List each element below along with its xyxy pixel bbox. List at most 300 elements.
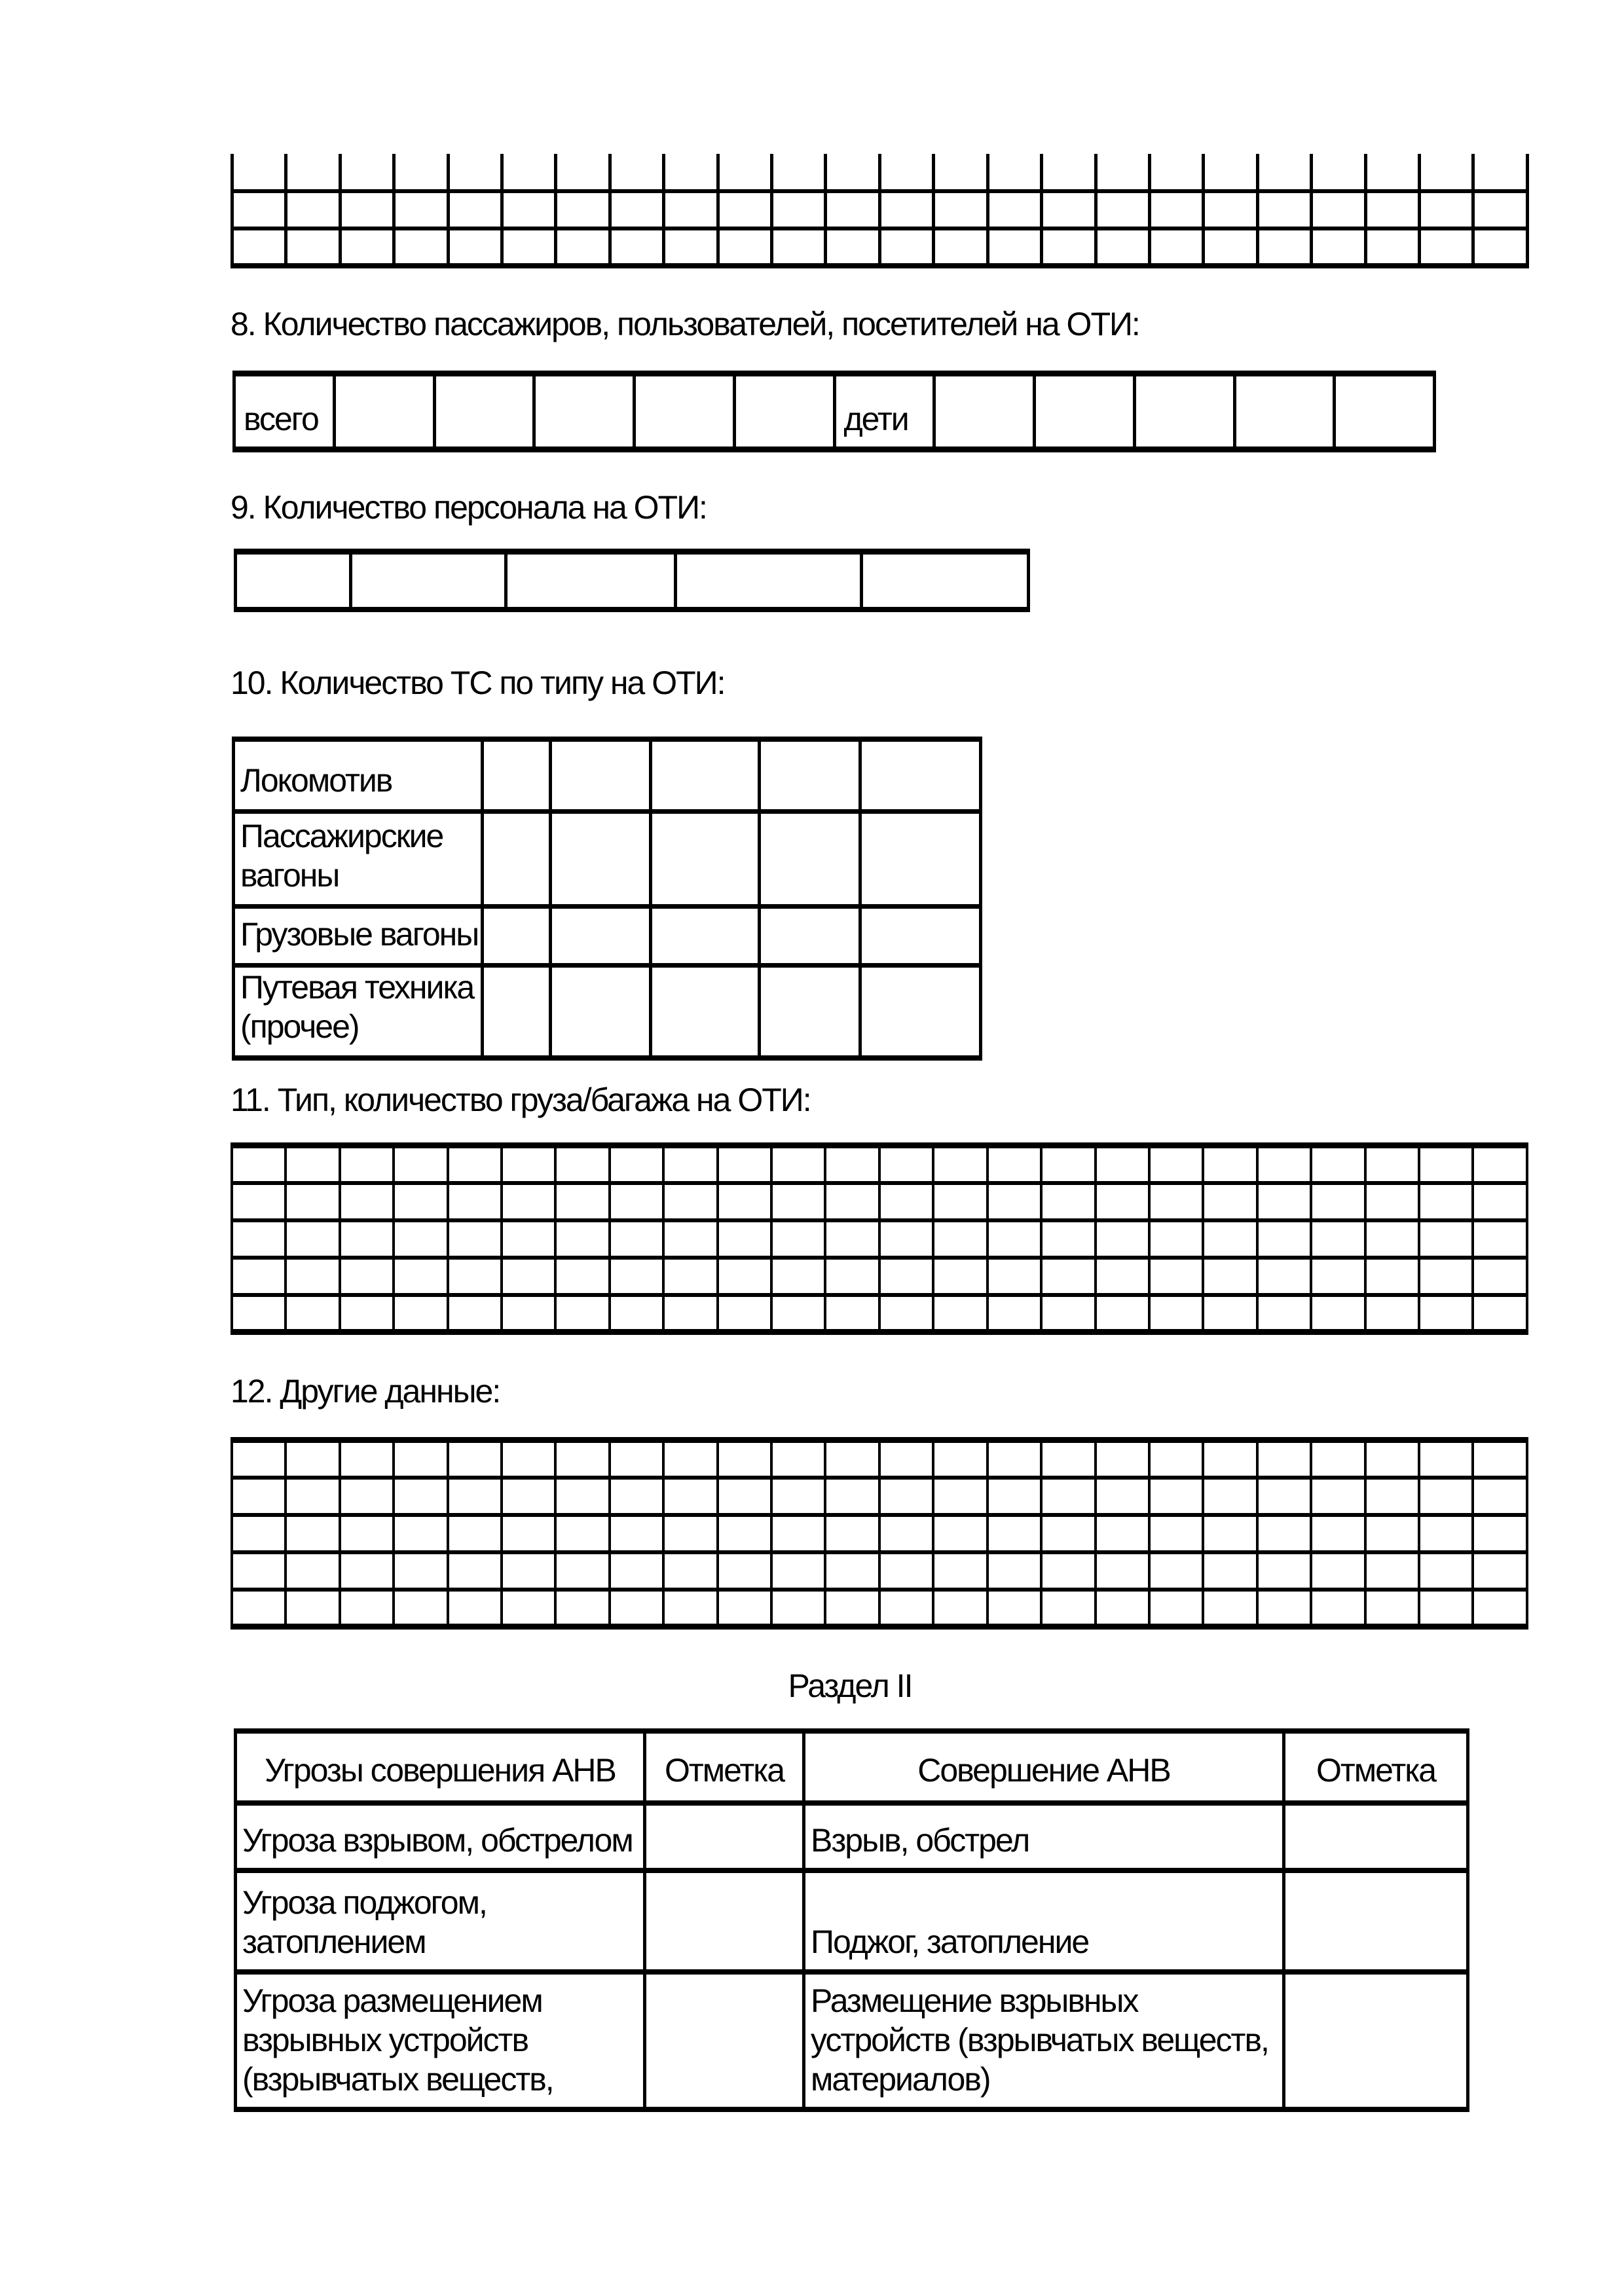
- empty-form-cell: [1096, 1220, 1149, 1258]
- empty-form-cell: [987, 1440, 1041, 1478]
- empty-form-cell: [879, 1590, 933, 1627]
- empty-form-cell: [825, 1590, 879, 1627]
- empty-form-cell: [1311, 1590, 1365, 1627]
- empty-form-cell: [351, 552, 506, 610]
- empty-form-cell: [933, 1478, 987, 1515]
- empty-form-cell: [448, 1478, 502, 1515]
- empty-form-cell: [1096, 1590, 1149, 1627]
- empty-form-cell: [718, 1515, 771, 1552]
- empty-form-cell: [1041, 1183, 1095, 1220]
- empty-form-cell: [826, 191, 879, 228]
- empty-form-cell: [718, 1478, 771, 1515]
- column-header-cell: Угрозы совершения АНВ: [236, 1731, 645, 1803]
- empty-form-cell: [556, 154, 610, 191]
- empty-form-cell: [676, 552, 862, 610]
- empty-form-cell: [1419, 1590, 1473, 1627]
- empty-form-cell: [879, 1478, 933, 1515]
- empty-form-cell: [1096, 1146, 1149, 1183]
- empty-form-cell: [555, 1183, 609, 1220]
- heading-item-9: 9. Количество персонала на ОТИ:: [231, 489, 707, 526]
- empty-form-cell: [340, 1146, 394, 1183]
- empty-form-cell: [502, 1220, 555, 1258]
- act-cell: Поджог, затопление: [804, 1870, 1284, 1972]
- empty-form-cell: [394, 1295, 447, 1332]
- empty-form-cell: [334, 374, 434, 450]
- empty-form-cell: [286, 1590, 339, 1627]
- empty-form-cell: [1311, 1552, 1365, 1590]
- empty-form-cell: [340, 1478, 394, 1515]
- empty-form-cell: [718, 1552, 771, 1590]
- empty-form-cell: [1419, 1258, 1473, 1295]
- empty-form-cell: [1473, 1552, 1526, 1590]
- empty-form-cell: [651, 906, 760, 965]
- empty-form-cell: [1204, 154, 1257, 191]
- empty-form-cell: [1041, 1478, 1095, 1515]
- row-label-cell: Грузовые вагоны: [234, 906, 483, 965]
- empty-form-cell: [340, 1590, 394, 1627]
- empty-form-cell: [1419, 228, 1473, 266]
- heading-item-8: 8. Количество пассажиров, пользователей, посетителей на ОТИ:: [231, 306, 1139, 342]
- empty-form-cell: [1096, 1258, 1149, 1295]
- empty-form-cell: [232, 1552, 286, 1590]
- empty-form-cell: [483, 811, 551, 906]
- cargo-grid: [231, 1142, 1528, 1335]
- empty-form-cell: [502, 1295, 555, 1332]
- empty-form-cell: [1203, 1295, 1257, 1332]
- empty-form-cell: [1149, 154, 1203, 191]
- empty-form-cell: [860, 811, 981, 906]
- empty-form-cell: [1257, 1258, 1311, 1295]
- empty-form-cell: [771, 1515, 825, 1552]
- empty-form-cell: [987, 1295, 1041, 1332]
- empty-form-cell: [1203, 1146, 1257, 1183]
- empty-form-cell: [1419, 1478, 1473, 1515]
- empty-form-cell: [1311, 1183, 1365, 1220]
- section-2-title: Раздел II: [788, 1667, 912, 1704]
- empty-form-cell: [933, 1258, 987, 1295]
- empty-form-cell: [394, 1146, 447, 1183]
- empty-form-cell: [340, 154, 394, 191]
- empty-form-cell: [506, 552, 676, 610]
- empty-form-cell: [879, 1220, 933, 1258]
- empty-form-cell: [718, 154, 771, 191]
- row-label-cell: Локомотив: [234, 739, 483, 811]
- empty-form-cell: [934, 374, 1035, 450]
- empty-form-cell: [610, 1258, 663, 1295]
- empty-form-cell: [286, 1220, 339, 1258]
- empty-form-cell: [286, 1146, 339, 1183]
- empty-form-cell: [663, 1258, 717, 1295]
- table-row: [232, 1295, 1527, 1332]
- empty-form-cell: [448, 1258, 502, 1295]
- empty-form-cell: [610, 1220, 663, 1258]
- table-row: [232, 191, 1528, 228]
- empty-form-cell: [286, 1552, 339, 1590]
- empty-form-cell: [663, 1183, 717, 1220]
- empty-form-cell: [1311, 1258, 1365, 1295]
- empty-form-cell: [860, 965, 981, 1058]
- empty-form-cell: [1257, 228, 1311, 266]
- empty-form-cell: [502, 1590, 555, 1627]
- empty-form-cell: [1204, 191, 1257, 228]
- empty-form-cell: [555, 1440, 609, 1478]
- empty-form-cell: [734, 374, 834, 450]
- empty-form-cell: [825, 1183, 879, 1220]
- table-row: [232, 1258, 1527, 1295]
- empty-form-cell: [663, 1146, 717, 1183]
- empty-form-cell: [502, 1552, 555, 1590]
- empty-form-cell: [1257, 1478, 1311, 1515]
- empty-form-cell: [1365, 1515, 1419, 1552]
- empty-form-cell: [1257, 154, 1311, 191]
- mark-cell: [1284, 1972, 1468, 2109]
- empty-form-cell: [1311, 1515, 1365, 1552]
- cell-label: дети: [834, 374, 934, 450]
- empty-form-cell: [555, 1146, 609, 1183]
- empty-form-cell: [232, 1146, 286, 1183]
- empty-form-cell: [1149, 1183, 1203, 1220]
- empty-form-cell: [1042, 154, 1096, 191]
- empty-form-cell: [879, 1295, 933, 1332]
- empty-form-cell: [1473, 1515, 1526, 1552]
- empty-form-cell: [340, 1552, 394, 1590]
- empty-form-cell: [286, 1258, 339, 1295]
- empty-form-cell: [718, 1220, 771, 1258]
- empty-form-cell: [1365, 191, 1419, 228]
- table-row: [232, 154, 1528, 191]
- empty-form-cell: [934, 154, 987, 191]
- empty-form-cell: [825, 1440, 879, 1478]
- empty-form-cell: [1473, 154, 1527, 191]
- empty-form-cell: [286, 1183, 339, 1220]
- empty-form-cell: [1203, 1183, 1257, 1220]
- empty-form-cell: [555, 1295, 609, 1332]
- empty-form-cell: [860, 906, 981, 965]
- empty-form-cell: [772, 191, 826, 228]
- empty-form-cell: [987, 1220, 1041, 1258]
- empty-form-cell: [933, 1146, 987, 1183]
- empty-form-cell: [286, 1295, 339, 1332]
- empty-form-cell: [610, 1590, 663, 1627]
- empty-form-cell: [718, 1295, 771, 1332]
- empty-form-cell: [394, 1258, 447, 1295]
- empty-form-cell: [340, 1515, 394, 1552]
- empty-form-cell: [610, 1552, 663, 1590]
- empty-form-cell: [664, 228, 718, 266]
- table-row: [234, 811, 981, 906]
- empty-form-cell: [1203, 1258, 1257, 1295]
- empty-form-cell: [1041, 1515, 1095, 1552]
- empty-form-cell: [1419, 1295, 1473, 1332]
- empty-form-cell: [825, 1258, 879, 1295]
- empty-form-cell: [286, 191, 340, 228]
- mark-cell: [1284, 1803, 1468, 1870]
- empty-form-cell: [448, 1552, 502, 1590]
- empty-form-cell: [879, 228, 933, 266]
- table-row: [232, 1552, 1527, 1590]
- empty-form-cell: [1096, 1295, 1149, 1332]
- empty-form-cell: [1312, 191, 1365, 228]
- empty-form-cell: [987, 228, 1041, 266]
- empty-form-cell: [1365, 1146, 1419, 1183]
- heading-item-11: 11. Тип, количество груза/багажа на ОТИ:: [231, 1082, 811, 1118]
- empty-form-cell: [610, 228, 663, 266]
- empty-form-cell: [933, 1590, 987, 1627]
- empty-form-cell: [651, 739, 760, 811]
- empty-form-cell: [1096, 1478, 1149, 1515]
- heading-item-12: 12. Другие данные:: [231, 1373, 500, 1410]
- empty-form-cell: [1419, 1552, 1473, 1590]
- empty-form-cell: [771, 1440, 825, 1478]
- empty-form-cell: [340, 1440, 394, 1478]
- empty-form-cell: [502, 1440, 555, 1478]
- empty-form-cell: [394, 1552, 447, 1590]
- empty-form-cell: [394, 228, 448, 266]
- empty-form-cell: [483, 739, 551, 811]
- empty-form-cell: [987, 1590, 1041, 1627]
- empty-form-cell: [1203, 1220, 1257, 1258]
- empty-form-cell: [610, 1146, 663, 1183]
- empty-form-cell: [1419, 1440, 1473, 1478]
- empty-form-cell: [718, 1146, 771, 1183]
- empty-form-cell: [771, 1590, 825, 1627]
- empty-form-cell: [551, 965, 651, 1058]
- empty-form-cell: [1473, 228, 1527, 266]
- empty-form-cell: [933, 1295, 987, 1332]
- empty-form-cell: [1041, 1590, 1095, 1627]
- empty-form-cell: [879, 1440, 933, 1478]
- empty-form-cell: [1311, 1478, 1365, 1515]
- empty-form-cell: [502, 1258, 555, 1295]
- empty-form-cell: [1257, 1515, 1311, 1552]
- empty-form-cell: [1041, 1552, 1095, 1590]
- empty-form-cell: [483, 906, 551, 965]
- empty-form-cell: [232, 1258, 286, 1295]
- empty-form-cell: [1365, 1220, 1419, 1258]
- empty-form-cell: [663, 1515, 717, 1552]
- table-row: [232, 1183, 1527, 1220]
- empty-form-cell: [987, 154, 1041, 191]
- column-header-cell: Отметка: [645, 1731, 804, 1803]
- empty-form-cell: [610, 1295, 663, 1332]
- empty-form-cell: [860, 739, 981, 811]
- empty-form-cell: [448, 191, 502, 228]
- empty-form-cell: [394, 154, 448, 191]
- empty-form-cell: [534, 374, 635, 450]
- empty-form-cell: [1257, 1440, 1311, 1478]
- empty-form-cell: [933, 1220, 987, 1258]
- table-row: [234, 965, 981, 1058]
- empty-form-cell: [933, 1183, 987, 1220]
- mark-cell: [1284, 1870, 1468, 1972]
- other-data-grid: [231, 1437, 1528, 1630]
- anv-threats-table: [234, 1728, 1469, 2112]
- empty-form-cell: [555, 1552, 609, 1590]
- empty-form-cell: [663, 1590, 717, 1627]
- empty-form-cell: [760, 811, 860, 906]
- empty-form-cell: [879, 1183, 933, 1220]
- empty-form-cell: [987, 1258, 1041, 1295]
- empty-form-cell: [610, 1478, 663, 1515]
- empty-form-cell: [1365, 1295, 1419, 1332]
- empty-form-cell: [448, 1183, 502, 1220]
- empty-form-cell: [987, 1552, 1041, 1590]
- empty-form-cell: [1149, 1515, 1203, 1552]
- empty-form-cell: [1149, 1552, 1203, 1590]
- empty-form-cell: [610, 154, 663, 191]
- empty-form-cell: [448, 1590, 502, 1627]
- empty-form-cell: [1257, 1183, 1311, 1220]
- empty-form-cell: [610, 1440, 663, 1478]
- empty-form-cell: [718, 1590, 771, 1627]
- empty-form-cell: [1312, 154, 1365, 191]
- empty-form-cell: [879, 191, 933, 228]
- empty-form-cell: [394, 1183, 447, 1220]
- empty-form-cell: [1365, 154, 1419, 191]
- empty-form-cell: [1234, 374, 1335, 450]
- empty-form-cell: [502, 191, 556, 228]
- empty-form-cell: [771, 1258, 825, 1295]
- empty-form-cell: [718, 191, 771, 228]
- empty-form-cell: [1257, 1295, 1311, 1332]
- table-row: [232, 1515, 1527, 1552]
- empty-form-cell: [1149, 1220, 1203, 1258]
- empty-form-cell: [934, 228, 987, 266]
- empty-form-cell: [555, 1220, 609, 1258]
- empty-form-cell: [933, 1515, 987, 1552]
- empty-form-cell: [1257, 1146, 1311, 1183]
- empty-form-cell: [1149, 191, 1203, 228]
- empty-form-cell: [483, 965, 551, 1058]
- empty-form-cell: [551, 906, 651, 965]
- cell-label: всего: [234, 374, 335, 450]
- table-row: [234, 906, 981, 965]
- empty-form-cell: [556, 191, 610, 228]
- empty-form-cell: [232, 1220, 286, 1258]
- empty-form-cell: [1149, 228, 1203, 266]
- empty-form-cell: [879, 1552, 933, 1590]
- empty-form-cell: [1203, 1515, 1257, 1552]
- empty-form-cell: [1041, 1146, 1095, 1183]
- empty-form-cell: [502, 1146, 555, 1183]
- empty-form-cell: [718, 1440, 771, 1478]
- empty-form-cell: [1257, 1590, 1311, 1627]
- empty-form-cell: [502, 154, 556, 191]
- empty-form-cell: [232, 191, 286, 228]
- empty-form-cell: [987, 1146, 1041, 1183]
- empty-form-cell: [1419, 154, 1473, 191]
- empty-form-cell: [663, 1552, 717, 1590]
- overflow-grid: [231, 154, 1529, 268]
- empty-form-cell: [232, 1590, 286, 1627]
- table-row: [232, 1146, 1527, 1183]
- empty-form-cell: [551, 739, 651, 811]
- act-cell: Размещение взрывных устройств (взрывчатых веществ, материалов): [804, 1972, 1284, 2109]
- empty-form-cell: [1149, 1295, 1203, 1332]
- mark-cell: [645, 1803, 804, 1870]
- empty-form-cell: [718, 1183, 771, 1220]
- empty-form-cell: [502, 1478, 555, 1515]
- empty-form-cell: [635, 374, 735, 450]
- empty-form-cell: [236, 552, 351, 610]
- empty-form-cell: [663, 1440, 717, 1478]
- empty-form-cell: [987, 191, 1041, 228]
- empty-form-cell: [1365, 1440, 1419, 1478]
- empty-form-cell: [933, 1440, 987, 1478]
- threat-cell: Угроза взрывом, обстрелом: [236, 1803, 645, 1870]
- table-row: [232, 1478, 1527, 1515]
- empty-form-cell: [1149, 1440, 1203, 1478]
- empty-form-cell: [987, 1183, 1041, 1220]
- empty-form-cell: [1149, 1590, 1203, 1627]
- empty-form-cell: [502, 1183, 555, 1220]
- empty-form-cell: [1365, 1258, 1419, 1295]
- empty-form-cell: [556, 228, 610, 266]
- empty-form-cell: [718, 1258, 771, 1295]
- empty-form-cell: [771, 1146, 825, 1183]
- table-row: [232, 1220, 1527, 1258]
- empty-form-cell: [987, 1515, 1041, 1552]
- empty-form-cell: [760, 906, 860, 965]
- empty-form-cell: [286, 154, 340, 191]
- empty-form-cell: [1473, 1183, 1526, 1220]
- empty-form-cell: [1096, 191, 1149, 228]
- empty-form-cell: [771, 1478, 825, 1515]
- empty-form-cell: [1473, 191, 1527, 228]
- table-row: [236, 1803, 1468, 1870]
- empty-form-cell: [1473, 1295, 1526, 1332]
- empty-form-cell: [825, 1295, 879, 1332]
- empty-form-cell: [771, 1295, 825, 1332]
- column-header-cell: Совершение АНВ: [804, 1731, 1284, 1803]
- empty-form-cell: [448, 1220, 502, 1258]
- empty-form-cell: [1149, 1478, 1203, 1515]
- empty-form-cell: [1096, 228, 1149, 266]
- row-label-cell: Пассажирские вагоны: [234, 811, 483, 906]
- empty-form-cell: [1311, 1146, 1365, 1183]
- empty-form-cell: [879, 1146, 933, 1183]
- empty-form-cell: [1042, 191, 1096, 228]
- empty-form-cell: [933, 1552, 987, 1590]
- empty-form-cell: [232, 1295, 286, 1332]
- empty-form-cell: [825, 1515, 879, 1552]
- empty-form-cell: [826, 228, 879, 266]
- empty-form-cell: [1149, 1146, 1203, 1183]
- act-cell: Взрыв, обстрел: [804, 1803, 1284, 1870]
- empty-form-cell: [394, 1590, 447, 1627]
- heading-item-10: 10. Количество ТС по типу на ОТИ:: [231, 665, 725, 701]
- empty-form-cell: [448, 228, 502, 266]
- empty-form-cell: [1365, 1552, 1419, 1590]
- empty-form-cell: [1365, 1183, 1419, 1220]
- empty-form-cell: [551, 811, 651, 906]
- empty-form-cell: [826, 154, 879, 191]
- empty-form-cell: [1473, 1220, 1526, 1258]
- empty-form-cell: [1203, 1590, 1257, 1627]
- empty-form-cell: [1419, 1183, 1473, 1220]
- mark-cell: [645, 1870, 804, 1972]
- empty-form-cell: [663, 1220, 717, 1258]
- empty-form-cell: [1419, 191, 1473, 228]
- empty-form-cell: [1096, 1440, 1149, 1478]
- empty-form-cell: [232, 154, 286, 191]
- empty-form-cell: [760, 739, 860, 811]
- empty-form-cell: [771, 1183, 825, 1220]
- empty-form-cell: [879, 1258, 933, 1295]
- empty-form-cell: [1419, 1220, 1473, 1258]
- threat-cell: Угроза размещением взрывных устройств (взрывчатых веществ,: [236, 1972, 645, 2109]
- vehicle-type-table: [232, 737, 982, 1061]
